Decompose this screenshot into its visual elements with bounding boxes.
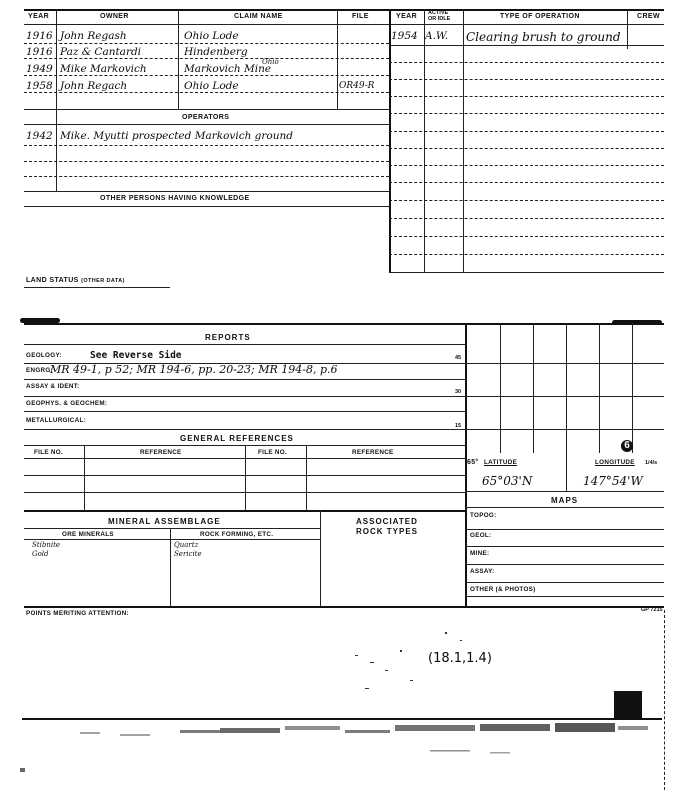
ops-row-line [389, 96, 664, 97]
scan-speck [460, 640, 462, 641]
reports-top-rule [24, 323, 664, 325]
general-references-title: GENERAL REFERENCES [180, 434, 294, 443]
col-divider-year [56, 9, 57, 191]
margin-number: 45 [455, 355, 462, 361]
ref-row-line [24, 492, 465, 493]
map-row-line [465, 582, 664, 583]
latitude-degree: 65° [467, 459, 479, 466]
owner-row-claim: Ohio Lode [184, 80, 239, 92]
top-border [24, 9, 664, 11]
rock-forming-value: Quartz [174, 541, 199, 549]
geology-value: See Reverse Side [90, 350, 182, 361]
ref-header-file-no: FILE NO. [34, 449, 63, 456]
maps-title: MAPS [551, 496, 579, 505]
owner-row-year: 1916 [26, 30, 53, 42]
reports-title-underline [24, 344, 465, 345]
map-mine-label: MINE: [470, 550, 490, 557]
owner-row-owner: John Regash [60, 30, 127, 42]
ops-row-line [389, 45, 664, 46]
other-persons-underline [24, 206, 389, 207]
ops-row-line [389, 236, 664, 237]
col-divider-owner [178, 9, 179, 109]
header-ops-year: YEAR [396, 13, 418, 20]
reports-title: REPORTS [205, 333, 251, 342]
land-status-suffix: (OTHER DATA) [81, 278, 125, 284]
land-status-text: LAND STATUS [26, 277, 79, 284]
assay-label: ASSAY & IDENT: [26, 383, 80, 390]
map-row-line [465, 546, 664, 547]
owner-row-year: 1949 [26, 63, 53, 75]
ops-row-line [389, 62, 664, 63]
mineral-col-divider [320, 510, 321, 606]
rock-forming-value: Sericite [174, 550, 202, 558]
map-other-label: OTHER (& PHOTOS) [470, 586, 536, 593]
ops-row-line [389, 131, 664, 132]
black-block [614, 691, 642, 718]
owner-row-owner: Paz & Cantardi [60, 46, 142, 58]
operators-title: OPERATORS [182, 114, 230, 121]
coordinate-note: (18.1,1.4) [428, 651, 492, 666]
row-line [24, 176, 389, 177]
engrg-value: MR 49-1, p 52; MR 194-6, pp. 20-23; MR 194-8, p.6 [50, 363, 338, 376]
ore-mineral-value: Stibnite [32, 541, 61, 549]
col-divider-ops-year [424, 9, 425, 272]
associated-rock-title-2: ROCK TYPES [356, 527, 419, 536]
mineral-header-underline [24, 539, 320, 540]
land-status-label [26, 277, 125, 284]
scan-speck [445, 632, 447, 634]
ref-col-divider [84, 445, 85, 510]
grid-row [465, 363, 664, 364]
mineral-assemblage-title: MINERAL ASSEMBLAGE [108, 517, 221, 526]
header-file: FILE [352, 13, 369, 20]
maps-title-underline [465, 507, 664, 508]
scan-noise-streak [20, 720, 670, 780]
operators-underline [24, 124, 389, 125]
header-year: YEAR [28, 13, 50, 20]
operator-text: Mike. Myutti prospected Markovich ground [60, 130, 293, 142]
grid-row [465, 396, 664, 397]
map-assay-label: ASSAY: [470, 568, 495, 575]
ops-row-line [389, 113, 664, 114]
longitude-suffix: 1/4/s [645, 460, 658, 466]
row-line [24, 161, 389, 162]
longitude-value: 147°54'W [583, 474, 643, 488]
map-topog-label: TOPOG: [470, 512, 497, 519]
latitude-value: 65°03'N [482, 474, 533, 488]
owner-row-claim: Ohio Lode [184, 30, 239, 42]
map-row-line [465, 529, 664, 530]
report-row-line [24, 396, 465, 397]
grid-col [500, 323, 501, 453]
ref-header-reference-2: REFERENCE [352, 449, 394, 456]
margin-number: 30 [455, 389, 462, 395]
ref-col-divider [306, 445, 307, 510]
ops-row-line [389, 165, 664, 166]
coord-divider [566, 453, 567, 491]
row-line [24, 92, 389, 93]
geology-label: GEOLOGY: [26, 352, 62, 359]
report-row-line [24, 429, 465, 430]
ore-mineral-value: Gold [32, 550, 49, 558]
ore-minerals-header: ORE MINERALS [62, 531, 114, 538]
owner-row-year: 1958 [26, 80, 53, 92]
header-crew: CREW [637, 13, 660, 20]
grid-col [533, 323, 534, 453]
owner-row-claim: Hindenberg [184, 46, 248, 58]
ops-row-line [389, 200, 664, 201]
header-active-1: ACTIVE [428, 10, 449, 16]
row-line [24, 43, 389, 44]
map-geol-label: GEOL: [470, 532, 492, 539]
associated-rock-title-1: ASSOCIATED [356, 517, 418, 526]
metallurgical-label: METALLURGICAL: [26, 417, 87, 424]
report-row-line [24, 411, 465, 412]
longitude-label: LONGITUDE [595, 459, 635, 466]
header-active-2: OR IDLE [428, 16, 451, 22]
header-underline [24, 24, 664, 25]
form-number: GP 7215 [641, 607, 663, 613]
row-line [24, 145, 389, 146]
scan-speck [355, 655, 358, 656]
land-status-underline [24, 287, 170, 288]
owner-row-owner: Mike Markovich [60, 63, 147, 75]
other-persons-title: OTHER PERSONS HAVING KNOWLEDGE [100, 195, 250, 202]
ref-header-reference: REFERENCE [140, 449, 182, 456]
ops-row-line [389, 148, 664, 149]
margin-number: 15 [455, 423, 462, 429]
rock-forming-header: ROCK FORMING, ETC. [200, 531, 274, 538]
ops-row-type: Clearing brush to ground [466, 30, 621, 44]
scan-speck [400, 650, 402, 652]
grid-row [465, 429, 664, 430]
scan-speck [410, 680, 413, 681]
coord-bottom-line [465, 491, 664, 492]
ref-row-line [24, 475, 465, 476]
col-divider-crew [627, 9, 628, 49]
operator-year: 1942 [26, 130, 53, 142]
owner-row-owner: John Regach [60, 80, 128, 92]
header-claim-name: CLAIM NAME [234, 13, 283, 20]
reports-bottom-rule [24, 606, 664, 608]
ops-row-line [389, 254, 664, 255]
grid-col [632, 323, 633, 453]
ref-bottom-line [24, 510, 465, 512]
map-row-line [465, 596, 664, 597]
scan-speck [385, 670, 388, 671]
mineral-assemblage-underline [24, 528, 320, 529]
ops-bottom-line [389, 272, 664, 273]
row-line [24, 109, 389, 110]
grid-col [566, 323, 567, 453]
col-divider-active [463, 9, 464, 272]
scan-speck [370, 662, 374, 663]
header-owner: OWNER [100, 13, 129, 20]
report-row-line [24, 379, 465, 380]
map-row-line [465, 564, 664, 565]
grid-col [599, 323, 600, 453]
scan-speck [365, 688, 369, 689]
points-meriting-attention-label: POINTS MERITING ATTENTION: [26, 610, 129, 617]
owner-row-claim: Markovich Mine [184, 63, 272, 75]
ops-row-line [389, 182, 664, 183]
ops-row-year: 1954 [391, 30, 418, 42]
ops-row-line [389, 218, 664, 219]
geophys-label: GEOPHYS. & GEOCHEM: [26, 400, 108, 407]
circled-number: 6 [621, 440, 633, 452]
ops-row-line [389, 79, 664, 80]
col-divider-claim [337, 9, 338, 109]
ref-col-divider [245, 445, 246, 510]
row-line [24, 191, 389, 192]
engrg-label: ENGRG: [26, 367, 53, 374]
row-line [24, 75, 389, 76]
ref-header-file-no-2: FILE NO. [258, 449, 287, 456]
ops-row-active: A.W. [425, 30, 449, 42]
latitude-label: LATITUDE [484, 459, 518, 466]
row-line [24, 58, 389, 59]
header-type-of-operation: TYPE OF OPERATION [500, 13, 580, 20]
center-divider [389, 9, 391, 272]
owner-row-file: OR49-R [339, 81, 375, 91]
owner-row-year: 1916 [26, 46, 53, 58]
owner-row-claim-note: Ohio [262, 58, 279, 66]
